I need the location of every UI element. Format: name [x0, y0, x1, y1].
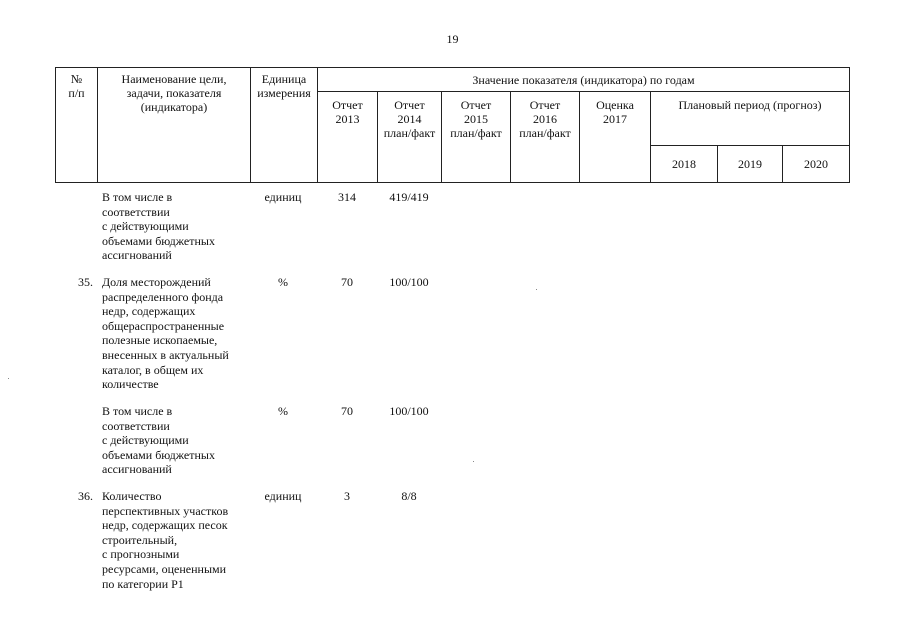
row-1-value-2014: 419/419 [389, 190, 429, 204]
row-3-name: В том числе в соответствии с действующими объемами бюджетных ассигнований [102, 404, 215, 477]
row-2-name: Доля месторождений распределенного фонда недр, содержащих общераспространенные полезные ископаемые, внесенных в актуальный каталог, в общем их количестве [102, 275, 229, 392]
row-1-unit: единиц [264, 190, 302, 204]
header-col-2014: Отчет 2014 план/факт [378, 92, 442, 183]
row-4-name: Количество перспективных участков недр, содержащих песок строительный, с прогнозными ресурсами, оцененными по категории Р1 [102, 489, 229, 591]
header-name: Наименование цели, задачи, показателя (индикатора) [98, 68, 251, 183]
row-4-num: 36. [78, 489, 93, 503]
scan-speck [473, 461, 474, 462]
row-2-value-2013: 70 [341, 275, 353, 289]
header-num: № п/п [56, 68, 98, 183]
row-3-unit: % [278, 404, 288, 418]
row-1-name: В том числе в соответствии с действующими объемами бюджетных ассигнований [102, 190, 215, 263]
scan-speck [536, 289, 537, 290]
header-col-2020: 2020 [783, 146, 850, 183]
header-col-2013: Отчет 2013 [318, 92, 378, 183]
row-2-unit: % [278, 275, 288, 289]
row-4-unit: единиц [264, 489, 302, 503]
header-values-title: Значение показателя (индикатора) по годам [318, 68, 850, 92]
header-unit: Единица измерения [251, 68, 318, 183]
header-plan-period: Плановый период (прогноз) [651, 92, 850, 146]
indicator-table-header [55, 67, 850, 183]
row-2-value-2014: 100/100 [389, 275, 429, 289]
row-4-value-2014: 8/8 [401, 489, 417, 503]
row-4-value-2013: 3 [344, 489, 350, 503]
scan-speck [8, 378, 9, 379]
row-1-value-2013: 314 [338, 190, 356, 204]
header-col-2015: Отчет 2015 план/факт [442, 92, 511, 183]
row-3-value-2013: 70 [341, 404, 353, 418]
row-3-value-2014: 100/100 [389, 404, 429, 418]
header-col-2018: 2018 [651, 146, 718, 183]
header-col-2017: Оценка 2017 [580, 92, 651, 183]
page-number: 19 [446, 32, 459, 46]
header-col-2016: Отчет 2016 план/факт [511, 92, 580, 183]
row-2-num: 35. [78, 275, 93, 289]
header-col-2019: 2019 [718, 146, 783, 183]
